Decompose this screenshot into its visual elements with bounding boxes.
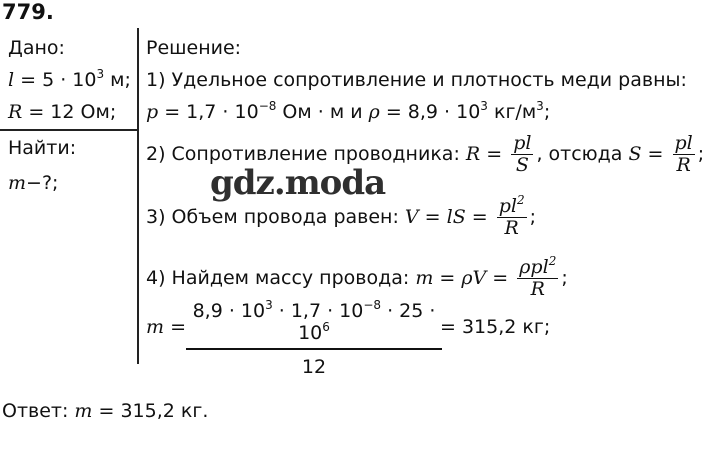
- final-numerator: $8,9 \cdot 10^3 \cdot 1,7 \cdot 10^{-8} \cdot 25 \cdot 10^6$: [192, 298, 436, 344]
- solution-step-1: 1) Удельное сопротивление и плотность меди равны:: [146, 69, 687, 91]
- solution-step-2: 2) Сопротивление проводника: R = $\frac{pl}{S}$ , отсюда S = $\frac{pl}{R}$ ;: [146, 132, 704, 176]
- final-denominator: 12: [301, 355, 327, 378]
- given-divider-vertical: [137, 28, 139, 364]
- solution-step-1-values: $p = 1,7 \cdot 10^{-8}$ Ом · м и $\rho = 8,9 \cdot 10^3$ $кг/м^3$;: [146, 99, 551, 123]
- solution-label: Решение:: [146, 37, 242, 59]
- watermark-logo: gdz.moda: [210, 163, 386, 203]
- problem-number: 779.: [2, 0, 54, 24]
- given-label: Дано:: [8, 37, 65, 59]
- answer-line: Ответ: m = 315,2 кг.: [2, 400, 209, 422]
- find-label: Найти:: [8, 137, 77, 159]
- final-result: = 315,2 кг;: [440, 316, 551, 338]
- final-fraction-bar: [186, 348, 442, 350]
- solution-step-4: 4) Найдем массу провода: m = ρV = $\frac{\rho pl^2}{R}$ ;: [146, 254, 568, 300]
- fraction-mass: $\frac{\rho pl^2}{R}$: [519, 254, 557, 300]
- final-fraction: [186, 300, 442, 378]
- find-mass: m−?;: [8, 172, 59, 194]
- final-mass-lhs: m =: [146, 316, 186, 338]
- fraction-volume: $\frac{pl^2}{R}$: [498, 193, 525, 239]
- given-length: $l = 5 \cdot 10^3$ м;: [8, 67, 131, 91]
- fraction-resistance: $\frac{pl}{S}$: [513, 132, 532, 176]
- solution-step-3: 3) Объем провода равен: V = lS = $\frac{pl^2}{R}$ ;: [146, 193, 537, 239]
- given-resistance: R = 12 Ом;: [8, 101, 117, 123]
- given-divider-horizontal: [0, 129, 138, 131]
- fraction-area: $\frac{pl}{R}$: [674, 132, 693, 176]
